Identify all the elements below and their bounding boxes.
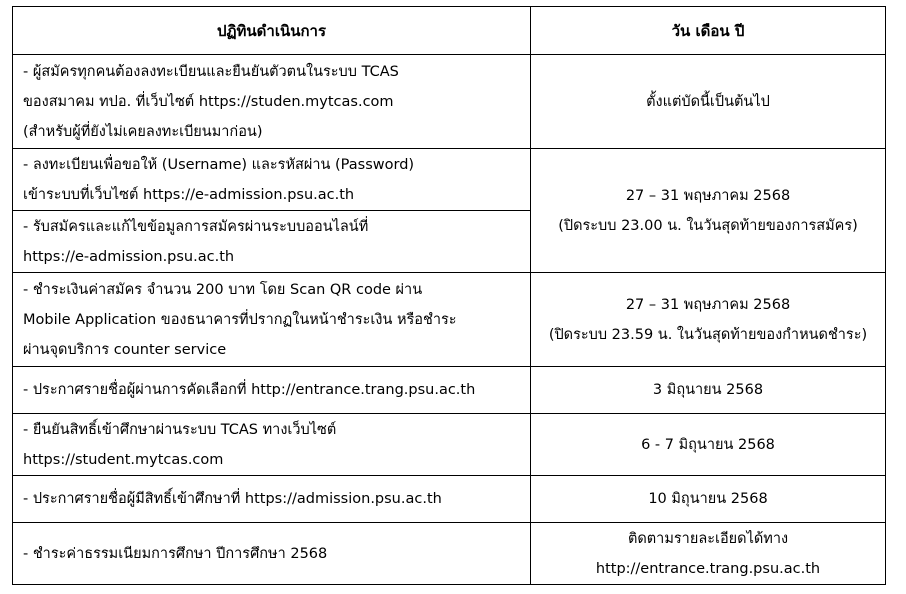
date-cell xyxy=(531,273,886,367)
activity-line: - ประกาศรายชื่อผู้ผ่านการคัดเลือกที่ http://entrance.trang.psu.ac.th xyxy=(23,382,476,398)
date-line: 3 มิถุนายน 2568 xyxy=(652,382,764,398)
date-line: ติดตามรายละเอียดได้ทาง xyxy=(627,530,789,547)
activity-cell xyxy=(13,211,531,273)
activity-cell xyxy=(13,367,531,414)
date-cell xyxy=(531,476,886,523)
activity-line: - ชำระเงินค่าสมัคร จำนวน 200 บาท โดย Scan QR code ผ่าน xyxy=(23,281,423,298)
header-activity: ปฏิทินดำเนินการ xyxy=(13,7,531,55)
date-cell xyxy=(531,55,886,149)
activity-cell xyxy=(13,523,531,585)
activity-line: - ยืนยันสิทธิ์เข้าศึกษาผ่านระบบ TCAS ทางเว็บไซต์ xyxy=(23,421,337,438)
activity-line: Mobile Application ของธนาคารที่ปรากฏในหน้าชำระเงิน หรือชำระ xyxy=(23,311,457,328)
activity-line: https://student.mytcas.com xyxy=(23,451,224,468)
date-line: 6 - 7 มิถุนายน 2568 xyxy=(641,436,775,453)
date-line: ตั้งแต่บัดนี้เป็นต้นไป xyxy=(646,93,770,110)
table-row xyxy=(13,523,886,585)
table-row xyxy=(13,149,886,211)
date-cell xyxy=(531,523,886,585)
activity-line: ผ่านจุดบริการ counter service xyxy=(23,341,227,358)
date-line: (ปิดระบบ 23.00 น. ในวันสุดท้ายของการสมัคร) xyxy=(558,217,858,234)
activity-line: https://e-admission.psu.ac.th xyxy=(23,248,235,265)
table-row xyxy=(13,414,886,476)
activity-cell xyxy=(13,476,531,523)
date-line: http://entrance.trang.psu.ac.th xyxy=(595,560,821,577)
date-cell xyxy=(531,367,886,414)
header-date: วัน เดือน ปี xyxy=(531,7,886,55)
table-row xyxy=(13,55,886,149)
date-cell xyxy=(531,149,886,273)
table-row xyxy=(13,367,886,414)
date-line: 10 มิถุนายน 2568 xyxy=(648,491,768,507)
activity-cell xyxy=(13,273,531,367)
activity-line: - ผู้สมัครทุกคนต้องลงทะเบียนและยืนยันตัวตนในระบบ TCAS xyxy=(23,63,399,80)
table-row xyxy=(13,476,886,523)
schedule-table xyxy=(12,6,886,585)
activity-line: - ประกาศรายชื่อผู้มีสิทธิ์เข้าศึกษาที่ https://admission.psu.ac.th xyxy=(23,491,442,507)
activity-cell xyxy=(13,414,531,476)
date-cell xyxy=(531,414,886,476)
date-line: 27 – 31 พฤษภาคม 2568 xyxy=(625,187,791,204)
table-row xyxy=(13,273,886,367)
activity-line: (สำหรับผู้ที่ยังไม่เคยลงทะเบียนมาก่อน) xyxy=(23,123,263,140)
activity-line: เข้าระบบที่เว็บไซต์ https://e-admission.psu.ac.th xyxy=(23,186,355,203)
activity-line: ของสมาคม ทปอ. ที่เว็บไซต์ https://studen.mytcas.com xyxy=(23,93,394,110)
table-header-row xyxy=(13,7,886,55)
activity-line: - ลงทะเบียนเพื่อขอให้ (Username) และรหัสผ่าน (Password) xyxy=(23,156,415,173)
activity-cell xyxy=(13,149,531,211)
date-line: 27 – 31 พฤษภาคม 2568 xyxy=(625,296,791,313)
date-line: (ปิดระบบ 23.59 น. ในวันสุดท้ายของกำหนดชำระ) xyxy=(548,326,868,343)
activity-line: - รับสมัครและแก้ไขข้อมูลการสมัครผ่านระบบออนไลน์ที่ xyxy=(23,218,369,235)
activity-cell xyxy=(13,55,531,149)
activity-line: - ชำระค่าธรรมเนียมการศึกษา ปีการศึกษา 2568 xyxy=(23,545,328,562)
